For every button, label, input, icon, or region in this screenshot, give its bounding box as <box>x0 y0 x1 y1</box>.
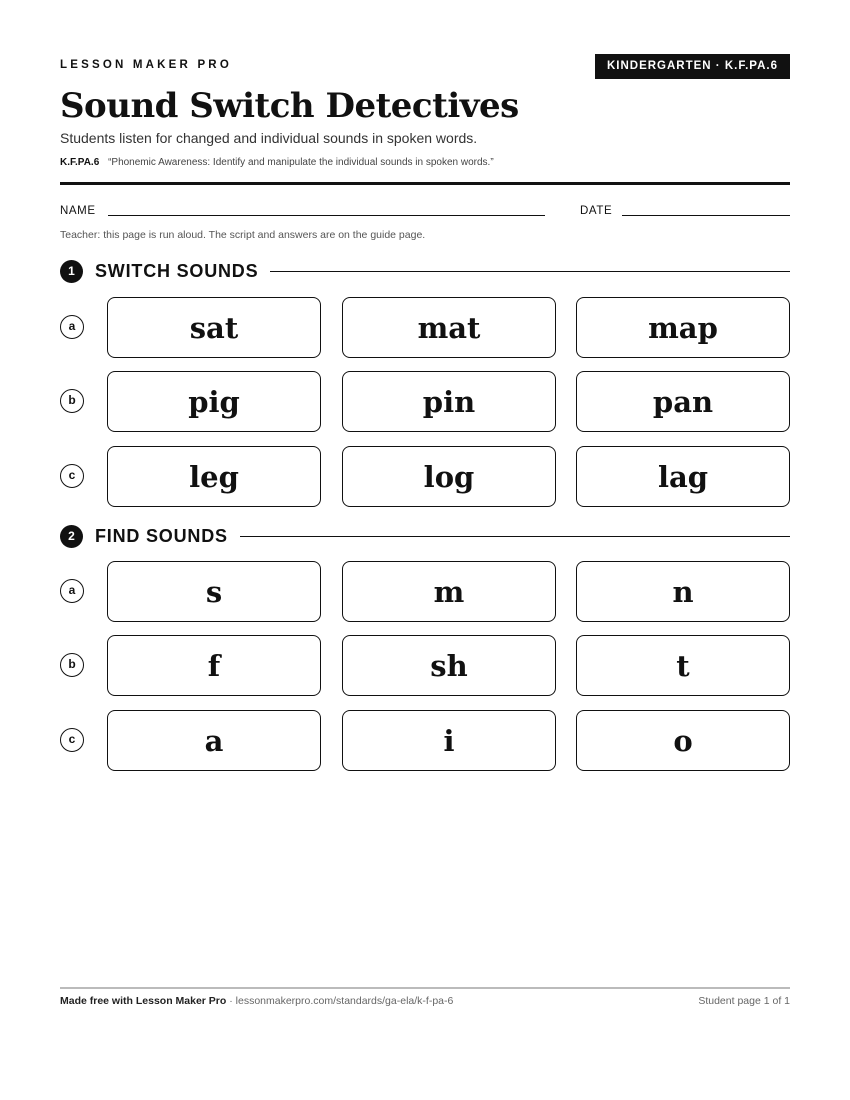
page-subtitle: Students listen for changed and individual sounds in spoken words. <box>60 130 478 146</box>
worksheet-page <box>60 0 790 1100</box>
switch-row-c <box>60 446 790 508</box>
page-title: Sound Switch Detectives <box>60 86 519 126</box>
row-letter-badge: b <box>60 653 84 677</box>
word-card: pin <box>342 371 556 432</box>
standard-code: K.F.PA.6 <box>60 157 100 168</box>
section-title: FIND SOUNDS <box>95 525 228 546</box>
name-label: NAME <box>60 205 96 217</box>
find-row-b <box>60 635 790 697</box>
sound-card: m <box>342 561 556 622</box>
sound-card: a <box>107 710 321 771</box>
footer-url[interactable]: lessonmakerpro.com/standards/ga-ela/k-f-pa-6 <box>235 995 454 1007</box>
section-number-badge: 1 <box>60 260 83 283</box>
header-divider <box>60 182 790 185</box>
sound-card: n <box>576 561 790 622</box>
section-switch-sounds-header <box>60 259 790 283</box>
word-card: mat <box>342 297 556 358</box>
row-letter-badge: c <box>60 464 84 488</box>
word-card: log <box>342 446 556 507</box>
footer-separator: · <box>226 995 236 1007</box>
word-card: pig <box>107 371 321 432</box>
switch-row-b <box>60 371 790 433</box>
sound-card: f <box>107 635 321 696</box>
find-row-a <box>60 561 790 623</box>
sound-card: sh <box>342 635 556 696</box>
word-card: pan <box>576 371 790 432</box>
standard-line <box>60 157 494 168</box>
footer-page-number: Student page 1 of 1 <box>698 995 790 1007</box>
date-label: DATE <box>580 205 613 217</box>
teacher-note: Teacher: this page is run aloud. The script and answers are on the guide page. <box>60 229 426 241</box>
date-write-line[interactable] <box>622 215 790 216</box>
section-number-badge: 2 <box>60 525 83 548</box>
row-letter-badge: a <box>60 315 84 339</box>
section-rule <box>240 536 790 537</box>
footer-credit <box>60 995 453 1007</box>
row-letter-badge: b <box>60 389 84 413</box>
section-title: SWITCH SOUNDS <box>95 260 259 281</box>
grade-badge: KINDERGARTEN · K.F.PA.6 <box>595 54 790 79</box>
find-row-c <box>60 710 790 772</box>
footer-brand: Made free with Lesson Maker Pro <box>60 995 227 1007</box>
sound-card: s <box>107 561 321 622</box>
standard-text: “Phonemic Awareness: Identify and manipulate the individual sounds in spoken words.” <box>108 157 494 168</box>
word-card: lag <box>576 446 790 507</box>
row-letter-badge: c <box>60 728 84 752</box>
word-card: sat <box>107 297 321 358</box>
word-card: leg <box>107 446 321 507</box>
sound-card: i <box>342 710 556 771</box>
name-write-line[interactable] <box>108 215 545 216</box>
brand-name: LESSON MAKER PRO <box>60 59 232 71</box>
section-find-sounds-header <box>60 524 790 548</box>
sound-card: o <box>576 710 790 771</box>
word-card: map <box>576 297 790 358</box>
row-letter-badge: a <box>60 579 84 603</box>
sound-card: t <box>576 635 790 696</box>
section-rule <box>270 271 790 272</box>
switch-row-a <box>60 297 790 359</box>
footer-divider <box>60 987 790 989</box>
